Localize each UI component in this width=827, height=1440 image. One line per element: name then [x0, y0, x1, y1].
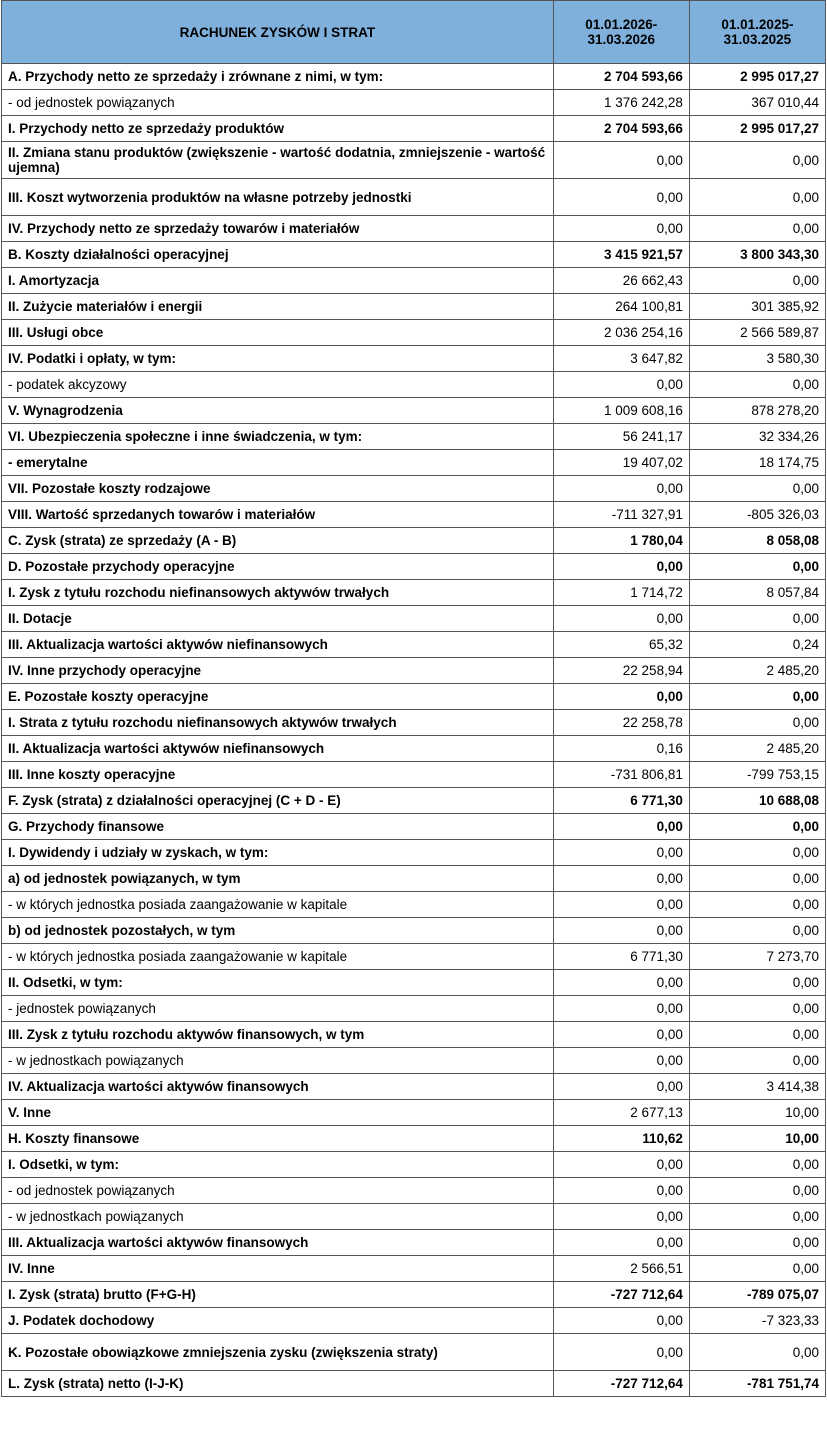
- table-row: [2, 320, 826, 346]
- value-2025: 0,00: [689, 1230, 825, 1256]
- value-2025: 0,00: [689, 1152, 825, 1178]
- value-2026: -731 806,81: [553, 762, 689, 788]
- value-2026: 0,00: [553, 142, 689, 179]
- table-row: [2, 90, 826, 116]
- value-2026: 0,00: [553, 840, 689, 866]
- row-label: IV. Inne: [2, 1256, 554, 1282]
- row-label: III. Inne koszty operacyjne: [2, 762, 554, 788]
- row-label: II. Zmiana stanu produktów (zwiększenie - wartość dodatnia, zmniejszenie - wartość ujemna): [2, 142, 554, 179]
- table-body: [2, 64, 826, 1397]
- value-2025: -805 326,03: [689, 502, 825, 528]
- value-2026: 2 036 254,16: [553, 320, 689, 346]
- value-2026: 0,00: [553, 1178, 689, 1204]
- row-label: II. Aktualizacja wartości aktywów niefinansowych: [2, 736, 554, 762]
- value-2025: 8 057,84: [689, 580, 825, 606]
- row-label: A. Przychody netto ze sprzedaży i zrównane z nimi, w tym:: [2, 64, 554, 90]
- value-2025: 0,00: [689, 476, 825, 502]
- table-row: [2, 116, 826, 142]
- row-label: III. Zysk z tytułu rozchodu aktywów finansowych, w tym: [2, 1022, 554, 1048]
- row-label: - w których jednostka posiada zaangażowanie w kapitale: [2, 944, 554, 970]
- value-2025: 0,00: [689, 216, 825, 242]
- table-row: [2, 450, 826, 476]
- table-row: [2, 736, 826, 762]
- value-2025: 10,00: [689, 1100, 825, 1126]
- value-2025: 0,00: [689, 142, 825, 179]
- table-row: [2, 424, 826, 450]
- value-2026: 0,00: [553, 1308, 689, 1334]
- table-row: [2, 918, 826, 944]
- row-label: II. Odsetki, w tym:: [2, 970, 554, 996]
- table-row: [2, 892, 826, 918]
- value-2025: 0,24: [689, 632, 825, 658]
- value-2025: -799 753,15: [689, 762, 825, 788]
- table-row: [2, 268, 826, 294]
- value-2025: 878 278,20: [689, 398, 825, 424]
- value-2025: 0,00: [689, 710, 825, 736]
- value-2026: 0,00: [553, 918, 689, 944]
- table-row: [2, 1178, 826, 1204]
- row-label: - od jednostek powiązanych: [2, 1178, 554, 1204]
- row-label: I. Amortyzacja: [2, 268, 554, 294]
- table-row: [2, 398, 826, 424]
- table-row: [2, 554, 826, 580]
- table-row: [2, 1204, 826, 1230]
- table-row: [2, 179, 826, 216]
- value-2025: 10 688,08: [689, 788, 825, 814]
- value-2025: 0,00: [689, 814, 825, 840]
- value-2026: 6 771,30: [553, 944, 689, 970]
- value-2026: 0,00: [553, 1048, 689, 1074]
- row-label: H. Koszty finansowe: [2, 1126, 554, 1152]
- table-row: [2, 1282, 826, 1308]
- value-2026: 3 415 921,57: [553, 242, 689, 268]
- row-label: - emerytalne: [2, 450, 554, 476]
- table-row: [2, 216, 826, 242]
- value-2025: 0,00: [689, 970, 825, 996]
- row-label: I. Zysk (strata) brutto (F+G-H): [2, 1282, 554, 1308]
- value-2026: 0,00: [553, 606, 689, 632]
- row-label: I. Odsetki, w tym:: [2, 1152, 554, 1178]
- table-row: [2, 632, 826, 658]
- value-2025: 8 058,08: [689, 528, 825, 554]
- value-2026: 0,00: [553, 1334, 689, 1371]
- row-label: III. Usługi obce: [2, 320, 554, 346]
- table-row: [2, 684, 826, 710]
- value-2026: 0,00: [553, 216, 689, 242]
- row-label: II. Zużycie materiałów i energii: [2, 294, 554, 320]
- value-2025: 2 566 589,87: [689, 320, 825, 346]
- row-label: VIII. Wartość sprzedanych towarów i materiałów: [2, 502, 554, 528]
- table-row: [2, 294, 826, 320]
- value-2025: 2 485,20: [689, 736, 825, 762]
- value-2025: 0,00: [689, 1334, 825, 1371]
- table-row: [2, 476, 826, 502]
- value-2026: 22 258,94: [553, 658, 689, 684]
- row-label: - od jednostek powiązanych: [2, 90, 554, 116]
- row-label: VI. Ubezpieczenia społeczne i inne świadczenia, w tym:: [2, 424, 554, 450]
- table-row: [2, 242, 826, 268]
- row-label: G. Przychody finansowe: [2, 814, 554, 840]
- table-row: [2, 1126, 826, 1152]
- table-row: [2, 840, 826, 866]
- value-2025: 3 580,30: [689, 346, 825, 372]
- table-row: [2, 762, 826, 788]
- table-row: [2, 1100, 826, 1126]
- value-2025: 0,00: [689, 996, 825, 1022]
- table-title: RACHUNEK ZYSKÓW I STRAT: [2, 1, 554, 64]
- value-2026: 2 704 593,66: [553, 116, 689, 142]
- row-label: b) od jednostek pozostałych, w tym: [2, 918, 554, 944]
- table-row: [2, 606, 826, 632]
- value-2025: 0,00: [689, 866, 825, 892]
- row-label: K. Pozostałe obowiązkowe zmniejszenia zysku (zwiększenia straty): [2, 1334, 554, 1371]
- row-label: III. Aktualizacja wartości aktywów niefinansowych: [2, 632, 554, 658]
- value-2026: 0,00: [553, 892, 689, 918]
- value-2025: 3 414,38: [689, 1074, 825, 1100]
- row-label: I. Strata z tytułu rozchodu niefinansowych aktywów trwałych: [2, 710, 554, 736]
- row-label: J. Podatek dochodowy: [2, 1308, 554, 1334]
- table-row: [2, 944, 826, 970]
- value-2026: -727 712,64: [553, 1282, 689, 1308]
- income-statement-table: [1, 0, 826, 1397]
- table-row: [2, 64, 826, 90]
- value-2026: 1 780,04: [553, 528, 689, 554]
- value-2025: 0,00: [689, 1048, 825, 1074]
- table-row: [2, 996, 826, 1022]
- value-2025: 0,00: [689, 606, 825, 632]
- value-2025: 0,00: [689, 1256, 825, 1282]
- period-2025-start: 01.01.2025-: [721, 17, 794, 32]
- value-2025: 2 485,20: [689, 658, 825, 684]
- row-label: a) od jednostek powiązanych, w tym: [2, 866, 554, 892]
- table-row: [2, 866, 826, 892]
- value-2025: 0,00: [689, 1022, 825, 1048]
- row-label: - w jednostkach powiązanych: [2, 1048, 554, 1074]
- value-2026: 0,00: [553, 1152, 689, 1178]
- table-row: [2, 346, 826, 372]
- value-2025: -789 075,07: [689, 1282, 825, 1308]
- row-label: - jednostek powiązanych: [2, 996, 554, 1022]
- row-label: VII. Pozostałe koszty rodzajowe: [2, 476, 554, 502]
- table-row: [2, 1152, 826, 1178]
- value-2025: -781 751,74: [689, 1371, 825, 1397]
- value-2025: 0,00: [689, 1178, 825, 1204]
- row-label: I. Przychody netto ze sprzedaży produktów: [2, 116, 554, 142]
- value-2026: 65,32: [553, 632, 689, 658]
- period-2026-end: 31.03.2026: [587, 32, 656, 47]
- value-2026: 264 100,81: [553, 294, 689, 320]
- value-2025: 3 800 343,30: [689, 242, 825, 268]
- value-2025: 301 385,92: [689, 294, 825, 320]
- row-label: C. Zysk (strata) ze sprzedaży (A - B): [2, 528, 554, 554]
- row-label: IV. Podatki i opłaty, w tym:: [2, 346, 554, 372]
- value-2026: 19 407,02: [553, 450, 689, 476]
- value-2026: 22 258,78: [553, 710, 689, 736]
- value-2025: -7 323,33: [689, 1308, 825, 1334]
- table-row: [2, 788, 826, 814]
- value-2025: 367 010,44: [689, 90, 825, 116]
- value-2025: 10,00: [689, 1126, 825, 1152]
- value-2026: 0,00: [553, 866, 689, 892]
- row-label: II. Dotacje: [2, 606, 554, 632]
- table-row: [2, 580, 826, 606]
- table-row: [2, 1230, 826, 1256]
- value-2026: 2 677,13: [553, 1100, 689, 1126]
- value-2026: 0,00: [553, 684, 689, 710]
- value-2026: 0,00: [553, 1204, 689, 1230]
- table-row: [2, 1308, 826, 1334]
- value-2025: 7 273,70: [689, 944, 825, 970]
- table-row: [2, 1022, 826, 1048]
- value-2026: 0,00: [553, 996, 689, 1022]
- value-2026: 1 714,72: [553, 580, 689, 606]
- value-2025: 0,00: [689, 372, 825, 398]
- row-label: E. Pozostałe koszty operacyjne: [2, 684, 554, 710]
- value-2025: 0,00: [689, 892, 825, 918]
- value-2026: 0,00: [553, 970, 689, 996]
- value-2025: 0,00: [689, 179, 825, 216]
- table-row: [2, 142, 826, 179]
- row-label: B. Koszty działalności operacyjnej: [2, 242, 554, 268]
- period-header-2026: [553, 1, 689, 64]
- value-2026: 1 009 608,16: [553, 398, 689, 424]
- row-label: L. Zysk (strata) netto (I-J-K): [2, 1371, 554, 1397]
- row-label: I. Dywidendy i udziały w zyskach, w tym:: [2, 840, 554, 866]
- row-label: IV. Inne przychody operacyjne: [2, 658, 554, 684]
- row-label: - w których jednostka posiada zaangażowanie w kapitale: [2, 892, 554, 918]
- value-2026: 2 566,51: [553, 1256, 689, 1282]
- value-2025: 32 334,26: [689, 424, 825, 450]
- table-row: [2, 814, 826, 840]
- value-2025: 18 174,75: [689, 450, 825, 476]
- row-label: V. Wynagrodzenia: [2, 398, 554, 424]
- value-2026: 0,00: [553, 554, 689, 580]
- value-2026: 0,00: [553, 814, 689, 840]
- row-label: III. Aktualizacja wartości aktywów finansowych: [2, 1230, 554, 1256]
- value-2026: 1 376 242,28: [553, 90, 689, 116]
- value-2025: 0,00: [689, 268, 825, 294]
- row-label: - w jednostkach powiązanych: [2, 1204, 554, 1230]
- row-label: IV. Przychody netto ze sprzedaży towarów i materiałów: [2, 216, 554, 242]
- value-2026: 110,62: [553, 1126, 689, 1152]
- table-row: [2, 1074, 826, 1100]
- value-2025: 0,00: [689, 684, 825, 710]
- value-2026: 0,00: [553, 372, 689, 398]
- value-2025: 0,00: [689, 1204, 825, 1230]
- value-2026: 0,00: [553, 1074, 689, 1100]
- value-2025: 0,00: [689, 840, 825, 866]
- value-2026: -727 712,64: [553, 1371, 689, 1397]
- table-row: [2, 710, 826, 736]
- value-2025: 2 995 017,27: [689, 116, 825, 142]
- table-row: [2, 1371, 826, 1397]
- table-row: [2, 1334, 826, 1371]
- period-header-2025: [689, 1, 825, 64]
- period-2025-end: 31.03.2025: [723, 32, 792, 47]
- row-label: IV. Aktualizacja wartości aktywów finansowych: [2, 1074, 554, 1100]
- value-2026: 0,00: [553, 476, 689, 502]
- row-label: F. Zysk (strata) z działalności operacyjnej (C + D - E): [2, 788, 554, 814]
- value-2026: 3 647,82: [553, 346, 689, 372]
- row-label: D. Pozostałe przychody operacyjne: [2, 554, 554, 580]
- table-row: [2, 372, 826, 398]
- value-2026: 0,00: [553, 179, 689, 216]
- value-2025: 0,00: [689, 918, 825, 944]
- table-row: [2, 1256, 826, 1282]
- period-2026-start: 01.01.2026-: [585, 17, 658, 32]
- table-row: [2, 1048, 826, 1074]
- value-2026: -711 327,91: [553, 502, 689, 528]
- value-2026: 26 662,43: [553, 268, 689, 294]
- value-2026: 56 241,17: [553, 424, 689, 450]
- table-row: [2, 658, 826, 684]
- row-label: - podatek akcyzowy: [2, 372, 554, 398]
- table-row: [2, 528, 826, 554]
- row-label: V. Inne: [2, 1100, 554, 1126]
- value-2026: 6 771,30: [553, 788, 689, 814]
- table-header-row: [2, 1, 826, 64]
- row-label: I. Zysk z tytułu rozchodu niefinansowych aktywów trwałych: [2, 580, 554, 606]
- table-row: [2, 502, 826, 528]
- value-2026: 2 704 593,66: [553, 64, 689, 90]
- value-2026: 0,16: [553, 736, 689, 762]
- row-label: III. Koszt wytworzenia produktów na własne potrzeby jednostki: [2, 179, 554, 216]
- value-2025: 0,00: [689, 554, 825, 580]
- table-row: [2, 970, 826, 996]
- value-2025: 2 995 017,27: [689, 64, 825, 90]
- value-2026: 0,00: [553, 1230, 689, 1256]
- value-2026: 0,00: [553, 1022, 689, 1048]
